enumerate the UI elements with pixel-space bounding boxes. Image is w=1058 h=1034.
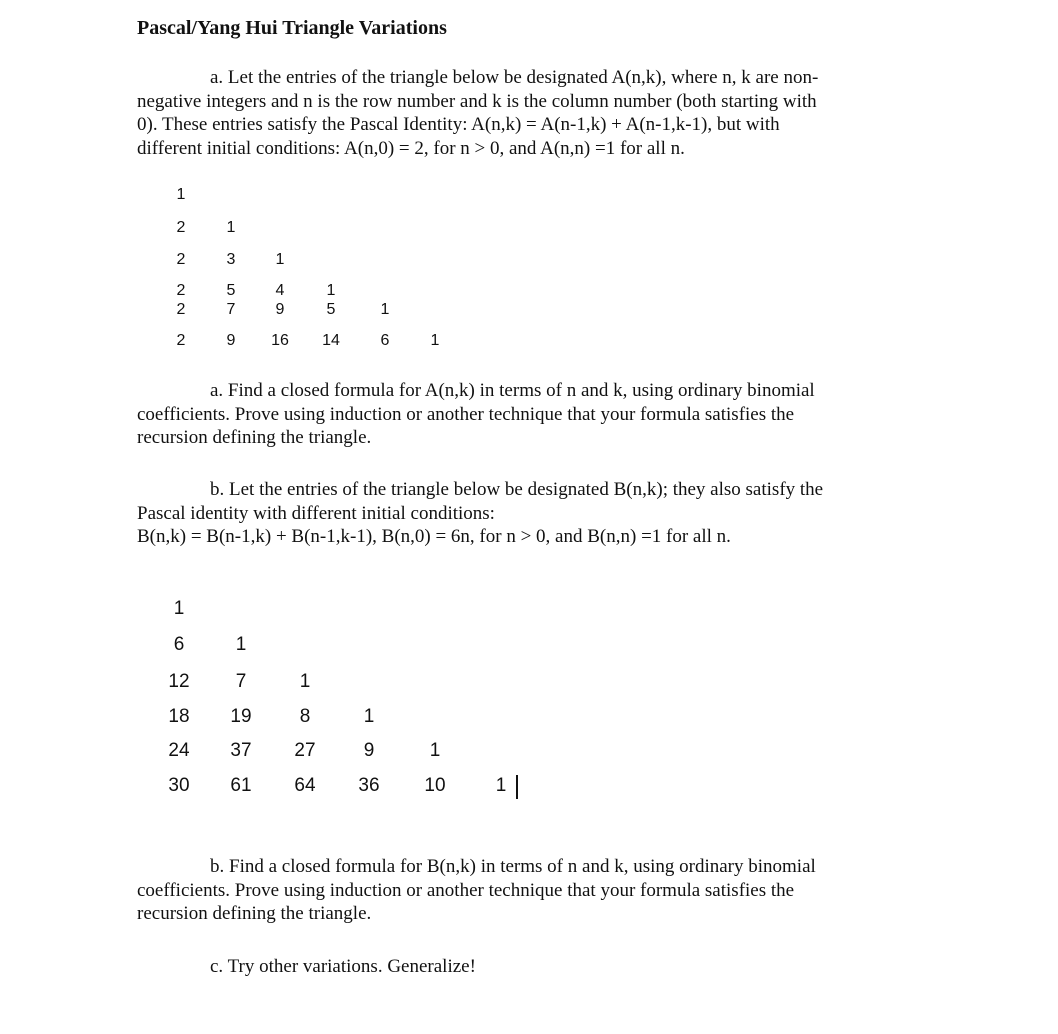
triangle-entry: 1 [430, 332, 440, 349]
triangle-entry: 4 [275, 282, 285, 299]
part-a-question [137, 379, 907, 450]
document-title: Pascal/Yang Hui Triangle Variations [137, 17, 447, 39]
triangle-entry: 1 [235, 634, 247, 655]
part-b-question [137, 855, 907, 926]
part-a-question-line: a. Find a closed formula for A(n,k) in terms of n and k, using ordinary binomial [210, 380, 815, 401]
triangle-entry: 3 [226, 251, 236, 268]
triangle-entry: 37 [230, 740, 252, 761]
triangle-entry: 1 [495, 775, 507, 796]
triangle-entry: 6 [173, 634, 185, 655]
triangle-entry: 12 [168, 671, 190, 692]
triangle-entry: 1 [176, 186, 186, 203]
triangle-entry: 9 [275, 301, 285, 318]
triangle-entry: 16 [271, 332, 289, 349]
part-a-intro-line: different initial conditions: A(n,0) = 2, for n > 0, and A(n,n) =1 for all n. [137, 137, 685, 159]
triangle-entry: 36 [358, 775, 380, 796]
triangle-entry: 9 [363, 740, 375, 761]
triangle-entry: 9 [226, 332, 236, 349]
triangle-entry: 2 [176, 219, 186, 236]
triangle-entry: 30 [168, 775, 190, 796]
part-b-intro-line: B(n,k) = B(n-1,k) + B(n-1,k-1), B(n,0) = 6n, for n > 0, and B(n,n) =1 for all n. [137, 526, 731, 547]
triangle-entry: 1 [226, 219, 236, 236]
triangle-entry: 6 [380, 332, 390, 349]
triangle-entry: 19 [230, 706, 252, 727]
triangle-entry: 14 [322, 332, 340, 349]
triangle-entry: 1 [299, 671, 311, 692]
triangle-entry: 2 [176, 282, 186, 299]
part-a-intro-line: negative integers and n is the row number and k is the column number (both starting with [137, 90, 817, 112]
part-b-intro-line: b. Let the entries of the triangle below be designated B(n,k); they also satisfy the [210, 479, 824, 500]
triangle-entry: 27 [294, 740, 316, 761]
triangle-entry: 5 [326, 301, 336, 318]
triangle-entry: 1 [429, 740, 441, 761]
part-c [137, 955, 907, 979]
part-b-question-line: b. Find a closed formula for B(n,k) in terms of n and k, using ordinary binomial [210, 856, 816, 877]
triangle-entry: 2 [176, 251, 186, 268]
part-b-question-line: coefficients. Prove using induction or another technique that your formula satisfies the [137, 879, 795, 901]
part-b-question-line: recursion defining the triangle. [137, 903, 372, 924]
part-a-question-line: recursion defining the triangle. [137, 427, 372, 448]
triangle-entry: 2 [176, 301, 186, 318]
part-b-intro [137, 478, 907, 549]
part-c-line: c. Try other variations. Generalize! [210, 956, 476, 977]
part-a-intro [137, 66, 907, 160]
triangle-entry: 1 [380, 301, 390, 318]
triangle-entry: 18 [168, 706, 190, 727]
triangle-entry: 24 [168, 740, 190, 761]
triangle-entry: 1 [275, 251, 285, 268]
triangle-entry: 1 [363, 706, 375, 727]
text-cursor [516, 775, 518, 799]
part-a-question-line: coefficients. Prove using induction or another technique that your formula satisfies the [137, 403, 795, 425]
triangle-entry: 8 [299, 706, 311, 727]
triangle-entry: 2 [176, 332, 186, 349]
triangle-entry: 64 [294, 775, 316, 796]
triangle-entry: 7 [226, 301, 236, 318]
triangle-entry: 10 [424, 775, 446, 796]
part-b-intro-line: Pascal identity with different initial conditions: [137, 502, 495, 524]
triangle-entry: 5 [226, 282, 236, 299]
triangle-entry: 1 [173, 598, 185, 619]
part-a-intro-line: a. Let the entries of the triangle below be designated A(n,k), where n, k are non- [210, 67, 819, 88]
triangle-entry: 7 [235, 671, 247, 692]
triangle-entry: 61 [230, 775, 252, 796]
triangle-entry: 1 [326, 282, 336, 299]
part-a-intro-line: 0). These entries satisfy the Pascal Identity: A(n,k) = A(n-1,k) + A(n-1,k-1), but with [137, 114, 780, 135]
